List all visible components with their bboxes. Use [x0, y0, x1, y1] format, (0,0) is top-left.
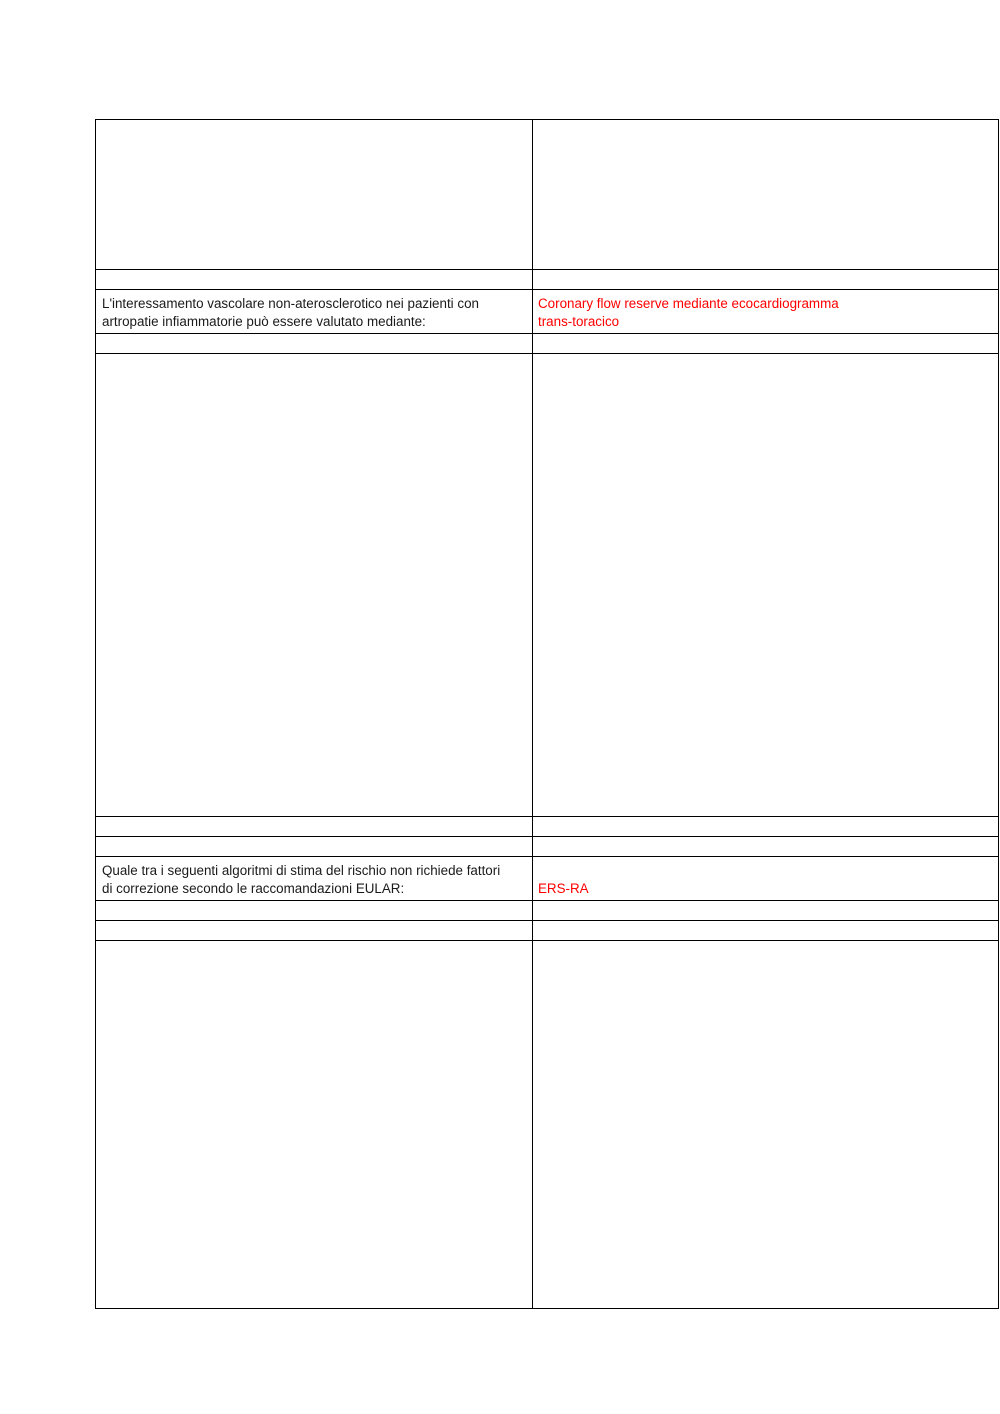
column-divider	[532, 120, 533, 1308]
row-divider	[96, 900, 998, 901]
row-divider	[96, 333, 998, 334]
row-divider	[96, 269, 998, 270]
row-divider	[96, 289, 998, 290]
question-table	[95, 119, 999, 1309]
row-divider	[96, 920, 998, 921]
row-divider	[96, 353, 998, 354]
row-divider	[96, 856, 998, 857]
row-divider	[96, 816, 998, 817]
row-divider	[96, 836, 998, 837]
answer-2-text: ERS-RA	[538, 881, 589, 896]
question-1-text: L'interessamento vascolare non-aterosclerotico nei pazienti con artropatie infiammatorie può essere valutato mediante:	[102, 296, 479, 329]
answer-1-text: Coronary flow reserve mediante ecocardiogramma trans-toracico	[538, 296, 839, 329]
question-2-text: Quale tra i seguenti algoritmi di stima del rischio non richiede fattori di correzione secondo le raccomandazioni EULAR:	[102, 863, 501, 896]
row-divider	[96, 940, 998, 941]
